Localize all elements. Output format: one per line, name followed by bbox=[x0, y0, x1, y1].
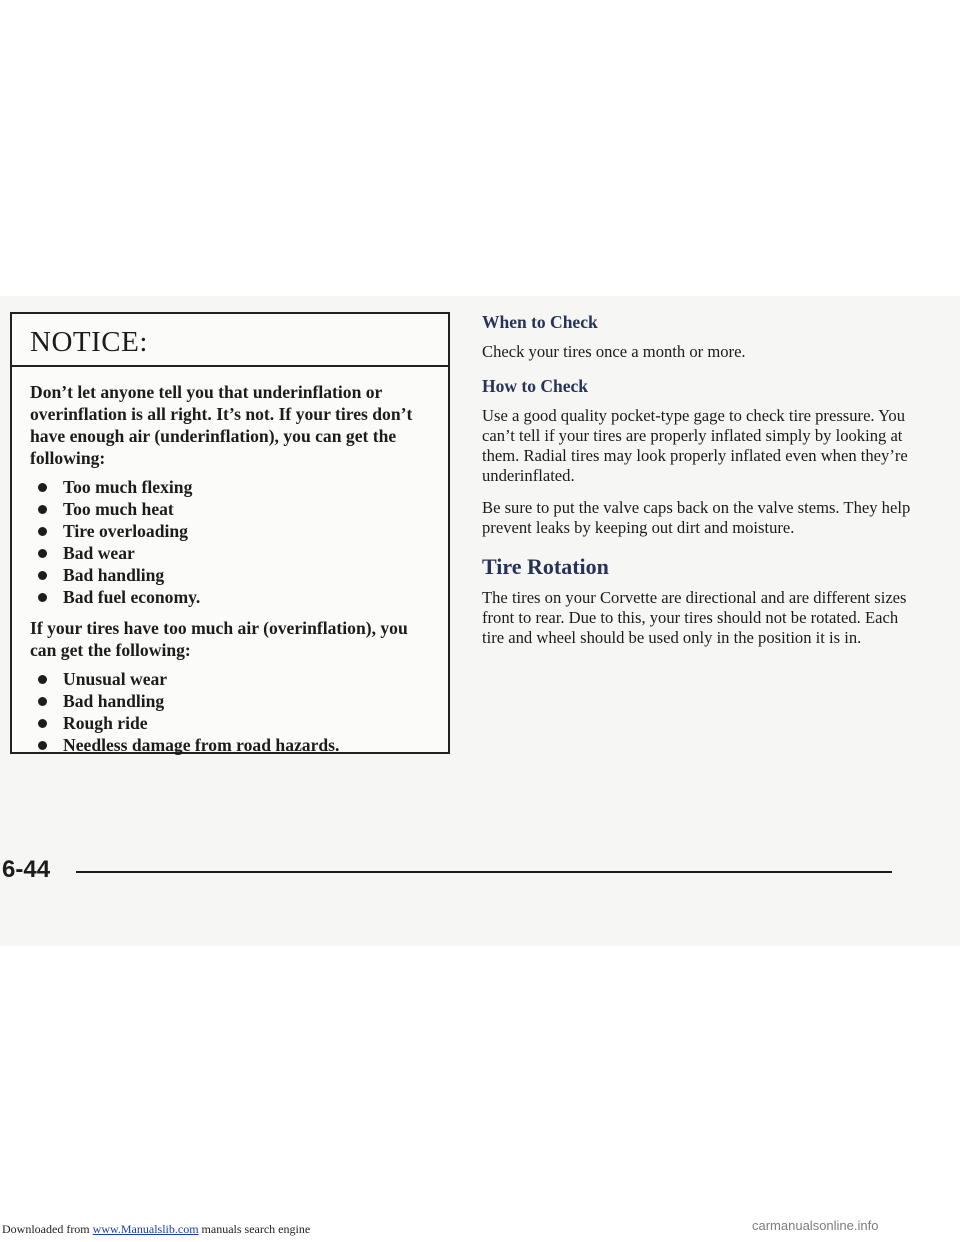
notice-intro: Don’t let anyone tell you that underinflation or overinflation is all right. It’s not. If your tires don’t have enough air (underinflation), you can get the following: bbox=[30, 382, 413, 468]
list-item: Too much flexing bbox=[30, 476, 434, 498]
manualslib-link[interactable]: www.Manualslib.com bbox=[92, 1222, 199, 1236]
notice-box bbox=[10, 312, 450, 754]
when-to-check-text: Check your tires once a month or more. bbox=[482, 342, 746, 361]
banner-prefix: Downloaded from bbox=[2, 1222, 93, 1236]
list-item: Needless damage from road hazards. bbox=[30, 734, 434, 756]
overinflation-list bbox=[30, 668, 434, 756]
valve-caps-text: Be sure to put the valve caps back on the valve stems. They help prevent leaks by keeping out dirt and moisture. bbox=[482, 498, 911, 537]
notice-heading: NOTICE: bbox=[12, 314, 448, 367]
bullet-icon bbox=[38, 675, 47, 684]
bullet-icon bbox=[38, 483, 47, 492]
underinflation-list bbox=[30, 476, 434, 608]
tire-rotation-heading: Tire Rotation bbox=[482, 554, 609, 579]
how-to-check-text: Use a good quality pocket-type gage to check tire pressure. You can’t tell if your tires are properly inflated simply by looking at them. Radial tires may look properly inflated even when they’re underinflated. bbox=[482, 406, 908, 485]
bullet-icon bbox=[38, 505, 47, 514]
when-to-check-heading: When to Check bbox=[482, 312, 598, 332]
page-number: 6-44 bbox=[2, 856, 51, 883]
page-footer bbox=[0, 856, 960, 906]
bullet-icon bbox=[38, 549, 47, 558]
right-column bbox=[482, 312, 922, 660]
site-watermark: carmanualsonline.info bbox=[752, 1218, 879, 1233]
bullet-icon bbox=[38, 719, 47, 728]
bullet-icon bbox=[38, 593, 47, 602]
list-item: Too much heat bbox=[30, 498, 434, 520]
footer-rule bbox=[76, 871, 892, 873]
tire-rotation-text: The tires on your Corvette are directional and are different sizes front to rear. Due to this, your tires should not be rotated. Each tire and wheel should be used only in the position it is in. bbox=[482, 588, 907, 647]
bullet-icon bbox=[38, 527, 47, 536]
notice-body bbox=[12, 367, 448, 756]
list-item: Unusual wear bbox=[30, 668, 434, 690]
list-item: Bad wear bbox=[30, 542, 434, 564]
overinflation-intro: If your tires have too much air (overinflation), you can get the following: bbox=[30, 618, 408, 660]
how-to-check-heading: How to Check bbox=[482, 376, 588, 396]
list-item: Bad handling bbox=[30, 690, 434, 712]
list-item: Bad fuel economy. bbox=[30, 586, 434, 608]
bullet-icon bbox=[38, 571, 47, 580]
banner-suffix: manuals search engine bbox=[198, 1222, 311, 1236]
bullet-icon bbox=[38, 741, 47, 750]
list-item: Rough ride bbox=[30, 712, 434, 734]
download-banner bbox=[2, 1222, 310, 1237]
list-item: Bad handling bbox=[30, 564, 434, 586]
list-item: Tire overloading bbox=[30, 520, 434, 542]
bullet-icon bbox=[38, 697, 47, 706]
